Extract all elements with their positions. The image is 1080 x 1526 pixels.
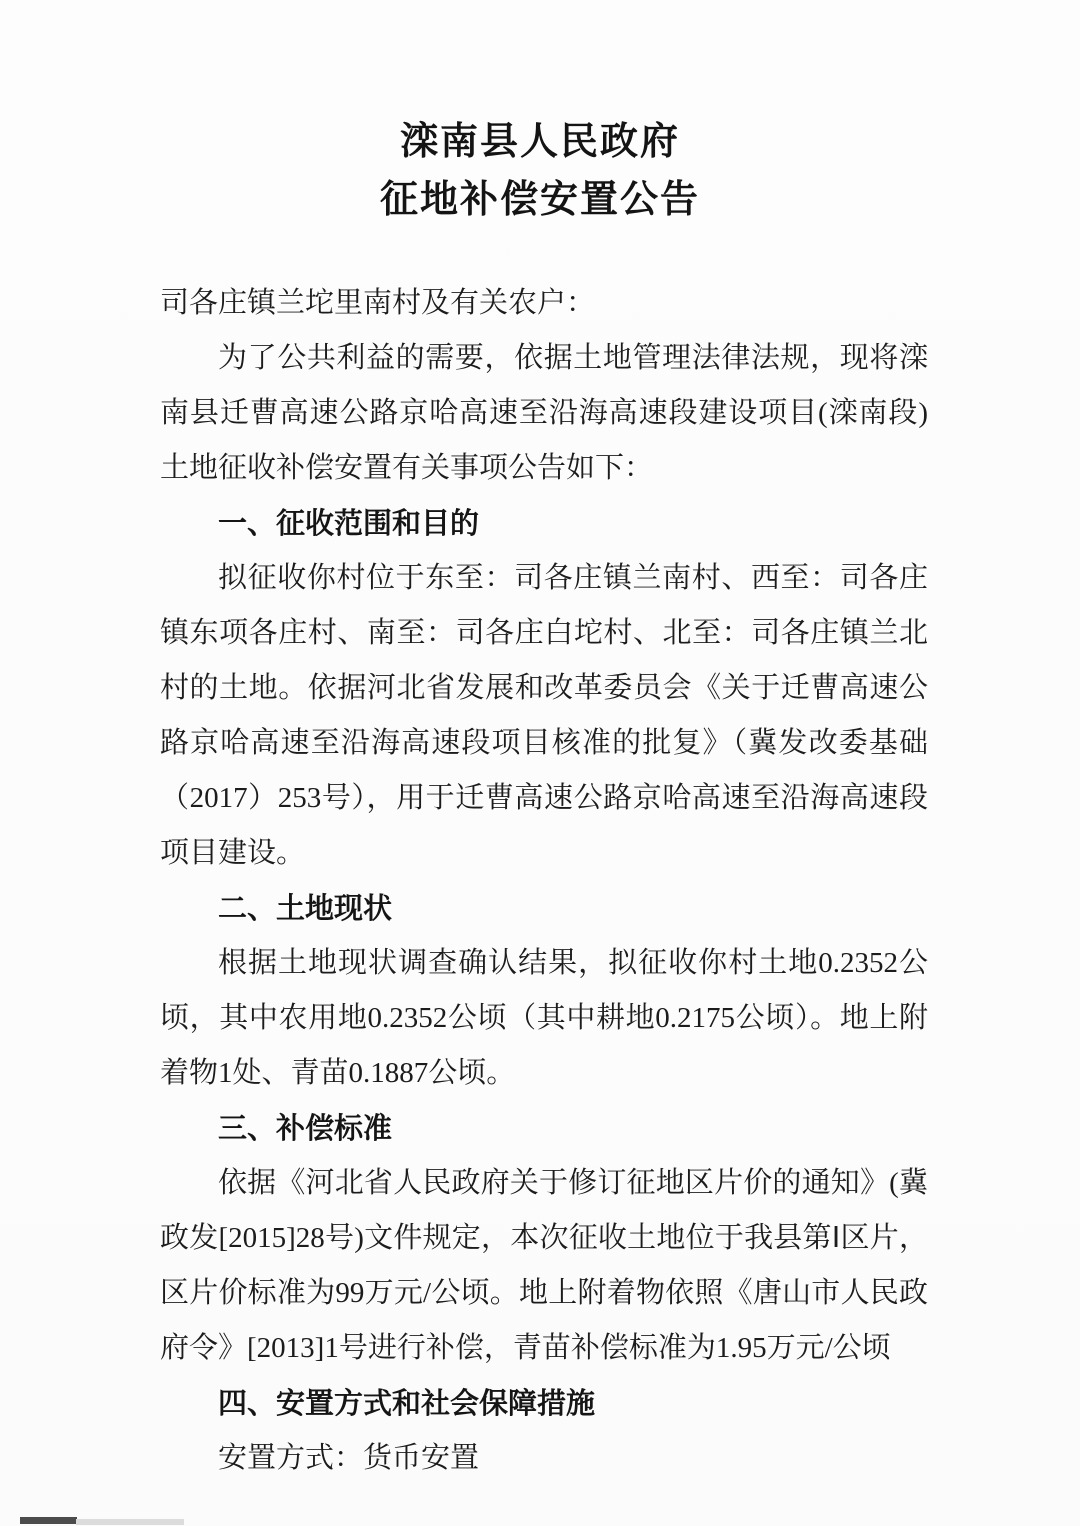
document-title-line2: 征地补偿安置公告 [379,177,700,221]
scan-artifact-light-bar [76,1519,184,1525]
salutation-line: 司各庄镇兰坨里南村及有关农户： [160,287,596,319]
document-body [160,276,928,1486]
section-1-paragraph: 拟征收你村位于东至：司各庄镇兰南村、西至：司各庄镇东项各庄村、南至：司各庄白坨村、北至：司各庄镇兰北村的土地。依据河北省发展和改革委员会《关于迁曹高速公路京哈高速至沿海高速段项目核准的批复》（冀发改委基础（2017）253号），用于迁曹高速公路京哈高速至沿海高速段项目建设。 [160,562,928,869]
section-3-paragraph: 依据《河北省人民政府关于修订征地区片价的通知》(冀政发[2015]28号)文件规定，本次征收土地位于我县第Ⅰ区片，区片价标准为99万元/公顷。地上附着物依照《唐山市人民政府令》[2013]1号进行补偿，青苗补偿标准为1.95万元/公顷 [160,1167,928,1364]
section-2-heading: 二、土地现状 [218,891,393,925]
scan-artifact-dark-bar [20,1517,77,1524]
section-1-heading: 一、征收范围和目的 [218,506,480,540]
section-2-paragraph: 根据土地现状调查确认结果，拟征收你村土地0.2352公顷，其中农用地0.2352公顷（其中耕地0.2175公顷）。地上附着物1处、青苗0.1887公顷。 [160,947,928,1089]
section-4-paragraph: 安置方式：货币安置 [218,1442,480,1474]
document-title-line1: 滦南县人民政府 [399,119,680,163]
section-3-heading: 三、补偿标准 [218,1111,393,1145]
section-4-heading: 四、安置方式和社会保障措施 [218,1386,596,1420]
document-title [0,112,1080,228]
intro-paragraph: 为了公共利益的需要，依据土地管理法律法规，现将滦南县迁曹高速公路京哈高速至沿海高速段建设项目(滦南段)土地征收补偿安置有关事项公告如下： [160,342,928,484]
